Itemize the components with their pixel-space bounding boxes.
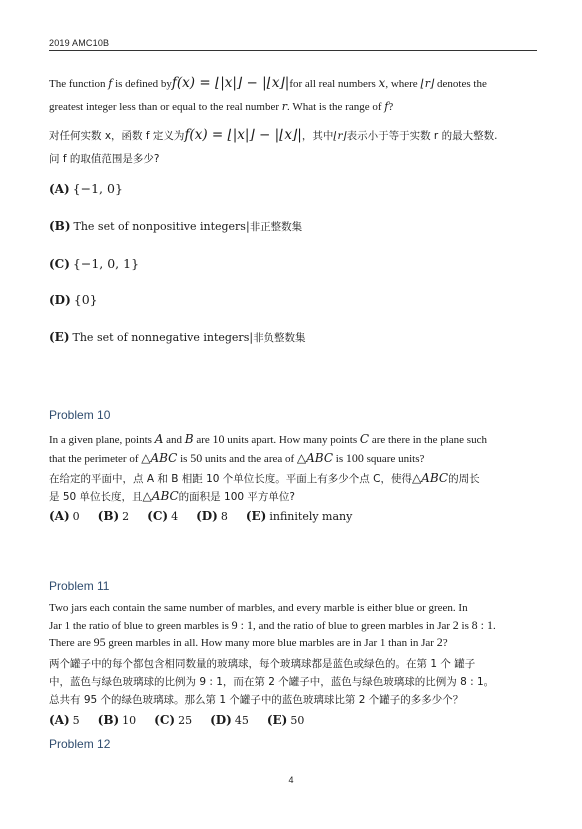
text: and <box>163 434 185 446</box>
text: are <box>193 434 213 446</box>
text: ，其中 <box>301 130 334 142</box>
choice-e[interactable] <box>246 509 353 523</box>
choice-letter: (B) <box>97 713 120 727</box>
triangle-abc: △ABC <box>141 451 178 465</box>
triangle-abc: △ABC <box>411 471 449 485</box>
choice-letter: (A) <box>49 713 70 727</box>
choice-letter: (D) <box>49 293 71 307</box>
text: 对任何实数 x，函数 f 定义为 <box>49 130 185 142</box>
text: 表示小于等于实数 r 的最大整数. <box>346 130 498 142</box>
number: 95 <box>93 635 106 649</box>
choice-b[interactable] <box>49 219 302 234</box>
choice-value: 4 <box>171 510 179 523</box>
text: units and the area of <box>202 453 297 465</box>
choice-letter: (D) <box>210 713 232 727</box>
text: In a given plane, points <box>49 434 155 446</box>
text: green marbles in all. How many more blue marbles are in Jar 1 than in Jar <box>105 637 437 649</box>
choice-c[interactable] <box>49 256 139 271</box>
choice-e[interactable] <box>267 713 305 727</box>
problem-10-heading: Problem 10 <box>49 408 111 422</box>
ratio: 9 : 1 <box>231 618 254 632</box>
text: Jar 1 the ratio of blue to green marbles is <box>49 620 232 632</box>
choice-a[interactable] <box>49 509 80 523</box>
text: is <box>177 453 191 465</box>
q11-zh-line2: 中，蓝色与绿色玻璃球的比例为 9 : 1，而在第 2 个罐子中，蓝色与绿色玻璃球的比例为 8 : 1。 <box>49 676 495 688</box>
ratio: 8 : 1 <box>471 618 493 632</box>
text: greatest integer less than or equal to the real number <box>49 101 282 113</box>
text: units apart. How many points <box>224 434 360 446</box>
text: 是 50 单位长度，且 <box>49 491 143 503</box>
choice-letter: (E) <box>245 509 267 523</box>
choice-d[interactable] <box>196 509 228 523</box>
choice-letter: (A) <box>49 509 70 523</box>
number: 10 <box>212 432 225 446</box>
choice-letter: (C) <box>49 257 70 271</box>
text: is <box>458 620 472 632</box>
choice-a[interactable] <box>49 713 80 727</box>
text: There are <box>49 637 94 649</box>
choice-value: 25 <box>178 714 193 727</box>
choice-letter: (A) <box>49 182 70 196</box>
choice-a[interactable] <box>49 181 123 196</box>
math-f: f <box>108 77 113 90</box>
choice-b[interactable] <box>98 713 137 727</box>
choice-text: The set of nonpositive integers <box>73 220 246 233</box>
choice-text-zh: 非正整数集 <box>249 221 303 233</box>
choice-c[interactable] <box>154 713 192 727</box>
q11-zh-line1: 两个罐子中的每个都包含相同数量的玻璃球，每个玻璃球都是蓝色或绿色的。在第 1 个 罐子 <box>49 658 476 670</box>
math-a: A <box>154 432 164 446</box>
number: 2 <box>452 618 459 632</box>
problem-12-heading: Problem 12 <box>49 737 111 751</box>
function-formula-zh: f(x) = ⌊|x|⌋ − |⌊x⌋| <box>184 127 302 143</box>
separator: | <box>245 220 250 233</box>
number: 100 <box>345 451 364 465</box>
choice-value: 10 <box>122 714 137 727</box>
math-r: r <box>281 100 288 113</box>
text: 的面积是 100 平方单位? <box>178 491 295 503</box>
math-c: C <box>359 432 370 446</box>
choice-letter: (C) <box>154 713 176 727</box>
floor-r-zh: ⌊r⌋ <box>333 130 347 142</box>
triangle-abc: △ABC <box>296 451 334 465</box>
choice-value: 0 <box>72 510 80 523</box>
q9-zh-line2: 问 f 的取值范围是多少? <box>49 153 160 165</box>
choice-d[interactable] <box>210 713 249 727</box>
q10-zh-line1 <box>49 469 480 489</box>
choice-value: 2 <box>122 510 130 523</box>
choice-b[interactable] <box>98 509 130 523</box>
choice-text-zh: 非负整数集 <box>253 332 306 344</box>
text: . <box>492 620 496 632</box>
math-x: x <box>378 76 386 90</box>
text: that the perimeter of <box>49 453 142 465</box>
header-rule <box>49 50 537 51</box>
function-formula: f(x) = ⌊|x|⌋ − |⌊x⌋| <box>171 75 290 91</box>
triangle-abc: △ABC <box>142 489 179 503</box>
text: square units? <box>363 453 425 465</box>
choice-value: infinitely many <box>269 510 353 523</box>
choice-letter: (D) <box>196 509 218 523</box>
choice-e[interactable] <box>49 330 306 345</box>
q10-choices <box>49 509 370 523</box>
text: for all real numbers <box>289 78 379 90</box>
number: 50 <box>190 451 203 465</box>
text: , where <box>385 78 421 90</box>
text: 的周长 <box>448 473 480 485</box>
q11-choices <box>49 713 322 727</box>
choice-letter: (B) <box>49 219 71 233</box>
choice-text: The set of nonnegative integers <box>72 331 250 344</box>
text: is <box>333 453 346 465</box>
text: is defined by <box>112 78 172 90</box>
q9-zh-line1 <box>49 126 497 146</box>
choice-value: 8 <box>220 510 228 523</box>
page-number: 4 <box>288 775 294 785</box>
math-f: f <box>384 100 389 113</box>
problem-11-heading: Problem 11 <box>49 579 110 593</box>
q9-statement-line2 <box>49 96 393 118</box>
choice-value: {−1, 0, 1} <box>72 256 140 271</box>
text: 在给定的平面中，点 A 和 B 相距 10 个单位长度。平面上有多少个点 C，使得 <box>49 473 412 485</box>
math-b: B <box>184 432 194 446</box>
choice-d[interactable] <box>49 292 98 307</box>
q10-zh-line2 <box>49 487 295 507</box>
text: , and the ratio of blue to green marbles in Jar <box>253 620 453 632</box>
q11-zh-line3: 总共有 95 个的绿色玻璃球。那么第 1 个罐子中的蓝色玻璃球比第 2 个罐子的多多少个？ <box>49 694 464 706</box>
choice-value: {0} <box>73 292 98 307</box>
floor-r: ⌊r⌋ <box>420 77 435 90</box>
choice-value: 50 <box>290 714 305 727</box>
choice-c[interactable] <box>147 509 178 523</box>
choice-letter: (E) <box>49 330 70 344</box>
text: ? <box>442 637 448 649</box>
q10-statement-line2 <box>49 448 424 470</box>
choice-letter: (C) <box>147 509 169 523</box>
text: ? <box>388 101 394 113</box>
q11-statement-line1: Two jars each contain the same number of marbles, and every marble is either blue or green. In <box>49 602 468 614</box>
text: denotes the <box>434 78 487 90</box>
document-header: 2019 AMC10B <box>49 38 110 48</box>
text: The function <box>49 78 109 90</box>
choice-value: {−1, 0} <box>72 181 123 196</box>
choice-value: 45 <box>234 714 249 727</box>
choice-value: 5 <box>72 714 80 727</box>
text: . What is the range of <box>287 101 385 113</box>
q9-statement-line1 <box>49 73 487 95</box>
text: are there in the plane such <box>369 434 487 446</box>
choice-letter: (B) <box>97 509 120 523</box>
choice-letter: (E) <box>266 713 288 727</box>
number: 2 <box>436 635 443 649</box>
q11-statement-line3 <box>49 632 448 654</box>
separator: | <box>249 331 254 344</box>
